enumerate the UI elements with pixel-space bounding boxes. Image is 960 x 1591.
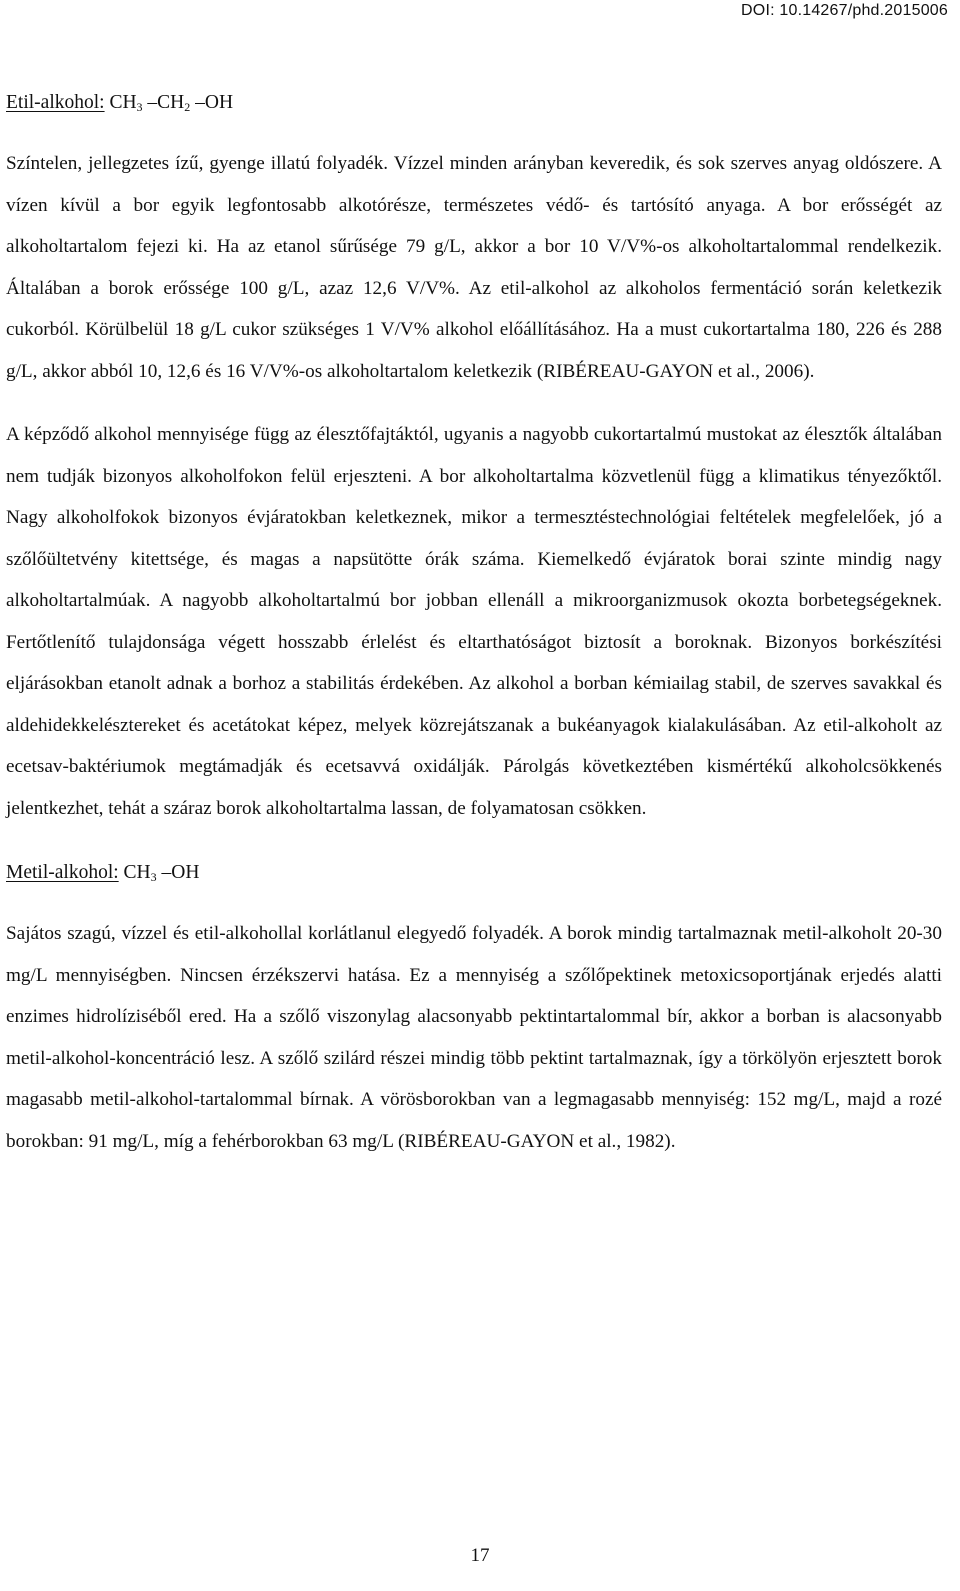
formula-part: CH [118, 862, 151, 883]
heading-methanol-label: Metil-alkohol: [6, 862, 119, 883]
formula-part: CH [104, 92, 137, 113]
paragraph-ethanol-2: A képződő alkohol mennyisége függ az élesztőfajtáktól, ugyanis a nagyobb cukortartalmú mustokat az élesztők általában nem tudják bizonyos alkoholfokon felül erjeszteni. A bor alkoholtartalma közvetlenül függ a klimatikus tényezőktől. Nagy alkoholfokok bizonyos évjáratokban keletkeznek, mikor a termesztéstechnológiai feltételek megfelelőek, jó a szőlőültetvény kitettsége, és magas a napsütötte órák száma. Kiemelkedő évjáratok borai szinte mindig nagy alkoholtartalmúak. A nagyobb alkoholtartalmú bor jobban ellenáll a mikroorganizmusok okozta borbetegségeknek. Fertőtlenítő tulajdonsága végett hosszabb érlelést és eltarthatóságot biztosít a boroknak. Bizonyos borkészítési eljárásokban etanolt adnak a borhoz a stabilitás érdekében. Az alkohol a borban kémiailag stabil, de szerves savakkal és aldehidekkelésztereket és acetátokat képez, melyek közrejátszanak a bukéanyagok kialakulásában. Az etil-alkoholt az ecetsav-baktériumok megtámadják és ecetsavvá oxidálják. Párolgás következtében kismértékű alkoholcsökkenés jelentkezhet, tehát a száraz borok alkoholtartalma lassan, de folyamatosan csökken. [6, 424, 942, 819]
formula-subscript: 3 [136, 100, 143, 114]
paragraph-methanol-1: Sajátos szagú, vízzel és etil-alkohollal korlátlanul elegyedő folyadék. A borok mindig tartalmaznak metil-alkoholt 20-30 mg/L mennyiségben. Nincsen érzékszervi hatása. Ez a mennyiség a szőlőpektinek metoxicsoportjának erjedés alatti enzimes hidrolíziséből ered. Ha a szőlő viszonylag alacsonyabb pektintartalommal bír, akkor a borban is alacsonyabb metil-alkohol-koncentráció lesz. A szőlő szilárd részei mindig több pektint tartalmaznak, így a törkölyön erjesztett borok magasabb metil-alkohol-tartalommal bírnak. A vörösborokban van a legmagasabb mennyiség: 152 mg/L, majd a rozé borokban: 91 mg/L, míg a fehérborokban 63 mg/L (RIBÉREAU-GAYON et al., 1982). [6, 923, 942, 1152]
formula-subscript: 3 [150, 870, 157, 884]
page-number: 17 [470, 1545, 490, 1566]
doi-header: DOI: 10.14267/phd.2015006 [741, 2, 948, 19]
paragraph-ethanol-1: Színtelen, jellegzetes ízű, gyenge illatú folyadék. Vízzel minden arányban keveredik, és sok szerves anyag oldószere. A vízen kívül a bor egyik legfontosabb alkotórésze, természetes védő- és tartósító anyaga. A bor erősségét az alkoholtartalom fejezi ki. Ha az etanol sűrűsége 79 g/L, akkor a bor 10 V/V%-os alkoholtartalommal rendelkezik. Általában a borok erőssége 100 g/L, azaz 12,6 V/V%. Az etil-alkohol az alkoholos fermentáció során keletkezik cukorból. Körülbelül 18 g/L cukor szükséges 1 V/V% alkohol előállításához. Ha a must cukortartalma 180, 226 és 288 g/L, akkor abból 10, 12,6 és 16 V/V%-os alkoholtartalom keletkezik (RIBÉREAU-GAYON et al., 2006). [6, 153, 942, 382]
formula-subscript: 2 [184, 100, 191, 114]
formula-part: –CH [142, 92, 185, 113]
document-body [6, 85, 942, 1162]
heading-ethanol-label: Etil-alkohol: [6, 92, 105, 113]
formula-part: –OH [156, 862, 200, 883]
heading-ethanol [6, 85, 942, 121]
formula-part: –OH [190, 92, 234, 113]
heading-methanol [6, 855, 942, 891]
